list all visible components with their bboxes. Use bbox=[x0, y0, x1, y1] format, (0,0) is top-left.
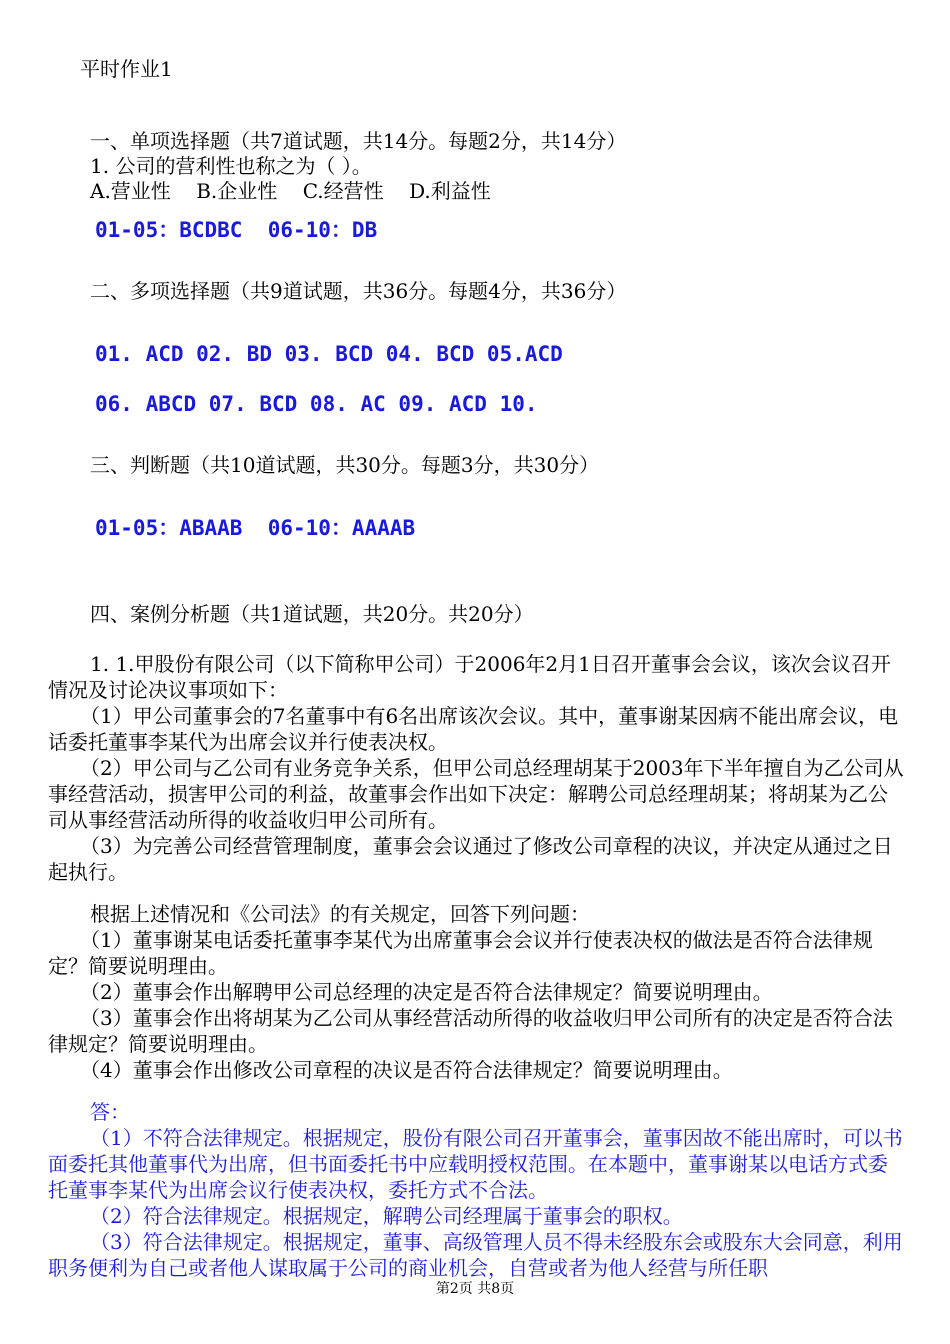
question-1-options: A.营业性 B.企业性 C.经营性 D.利益性 bbox=[90, 179, 491, 203]
section-1-heading: 一、单项选择题（共7道试题，共14分。每题2分，共14分） bbox=[90, 129, 627, 153]
case-answer: （2）符合法律规定。根据规定，解聘公司经理属于董事会的职权。 bbox=[90, 1204, 683, 1228]
question-1: 1. 公司的营利性也称之为（ ）。 bbox=[90, 154, 372, 178]
case-question: （1）董事谢某电话委托董事李某代为出席董事会会议并行使表决权的做法是否符合法律规定？简要说明理由。 bbox=[48, 928, 873, 978]
case-prompt: 根据上述情况和《公司法》的有关规定，回答下列问题： bbox=[90, 902, 590, 926]
case-item: （1）甲公司董事会的7名董事中有6名出席该次会议。其中，董事谢某因病不能出席会议，电话委托董事李某代为出席会议并行使表决权。 bbox=[48, 704, 899, 754]
case-item: （2）甲公司与乙公司有业务竞争关系，但甲公司总经理胡某于2003年下半年擅自为乙公司从事经营活动，损害甲公司的利益，故董事会作出如下决定：解聘公司总经理胡某；将胡某为乙公司从事经营活动所得的收益收归甲公司所有。 bbox=[48, 756, 904, 832]
section-1-answer: 01-05：BCDBC 06-10：DB bbox=[95, 218, 378, 242]
section-2-answer-line-2: 06. ABCD 07. BCD 08. AC 09. ACD 10. bbox=[95, 392, 538, 416]
case-intro: 1. 1.甲股份有限公司（以下简称甲公司）于2006年2月1日召开董事会会议，该次会议召开情况及讨论决议事项如下： bbox=[48, 652, 891, 702]
section-4-heading: 四、案例分析题（共1道试题，共20分。共20分） bbox=[90, 602, 534, 626]
case-question: （4）董事会作出修改公司章程的决议是否符合法律规定？简要说明理由。 bbox=[80, 1058, 733, 1082]
case-answer: （1）不符合法律规定。根据规定，股份有限公司召开董事会，董事因故不能出席时，可以书面委托其他董事代为出席，但书面委托书中应载明授权范围。在本题中，董事谢某以电话方式委托董事李某代为出席会议行使表决权，委托方式不合法。 bbox=[48, 1126, 903, 1202]
case-question: （2）董事会作出解聘甲公司总经理的决定是否符合法律规定？简要说明理由。 bbox=[80, 980, 773, 1004]
case-question: （3）董事会作出将胡某为乙公司从事经营活动所得的收益收归甲公司所有的决定是否符合法律规定？简要说明理由。 bbox=[48, 1006, 893, 1056]
page-footer: 第2页 共8页 bbox=[435, 1281, 515, 1297]
case-text bbox=[48, 651, 906, 885]
section-3-answer: 01-05：ABAAB 06-10：AAAAB bbox=[95, 516, 416, 540]
case-answers bbox=[48, 1099, 906, 1281]
case-questions bbox=[48, 901, 906, 1083]
section-3-heading: 三、判断题（共10道试题，共30分。每题3分，共30分） bbox=[90, 453, 600, 477]
case-answer: （3）符合法律规定。根据规定，董事、高级管理人员不得未经股东会或股东大会同意，利用职务便利为自己或者他人谋取属于公司的商业机会，自营或者为他人经营与所任职 bbox=[48, 1230, 903, 1280]
page-title: 平时作业1 bbox=[80, 57, 173, 81]
section-2-heading: 二、多项选择题（共9道试题，共36分。每题4分，共36分） bbox=[90, 279, 627, 303]
case-item: （3）为完善公司经营管理制度，董事会会议通过了修改公司章程的决议，并决定从通过之日起执行。 bbox=[48, 834, 893, 884]
answer-label: 答： bbox=[90, 1100, 130, 1124]
section-2-answer-line-1: 01. ACD 02. BD 03. BCD 04. BCD 05.ACD bbox=[95, 342, 563, 366]
